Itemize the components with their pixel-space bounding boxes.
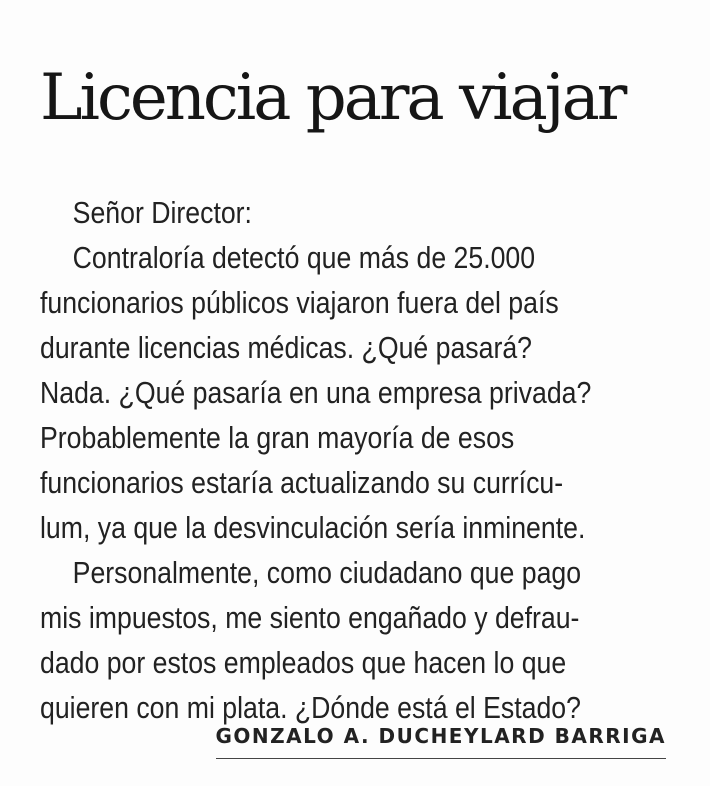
- body-line: funcionarios estaría actualizando su currícu-: [40, 465, 564, 500]
- body-line: quieren con mi plata. ¿Dónde está el Estado?: [40, 690, 581, 725]
- body-line: Nada. ¿Qué pasaría en una empresa privada?: [40, 375, 592, 410]
- signature-block: [216, 722, 666, 759]
- salutation-line: Señor Director:: [72, 195, 252, 230]
- body-line: Probablemente la gran mayoría de esos: [40, 420, 515, 455]
- body-line: dado por estos empleados que hacen lo que: [40, 645, 567, 680]
- letter-title: Licencia para viajar: [40, 61, 625, 135]
- body-line: mis impuestos, me siento engañado y defrau-: [40, 600, 580, 635]
- letter-body: [40, 190, 668, 730]
- body-line: Contraloría detectó que más de 25.000: [72, 240, 536, 275]
- body-line: funcionarios públicos viajaron fuera del país: [40, 285, 559, 320]
- signature-name: GONZALO A. DUCHEYLARD BARRIGA: [215, 724, 666, 748]
- body-line: Personalmente, como ciudadano que pago: [72, 555, 582, 590]
- body-line: lum, ya que la desvinculación sería inminente.: [40, 510, 586, 545]
- body-line: durante licencias médicas. ¿Qué pasará?: [40, 330, 532, 365]
